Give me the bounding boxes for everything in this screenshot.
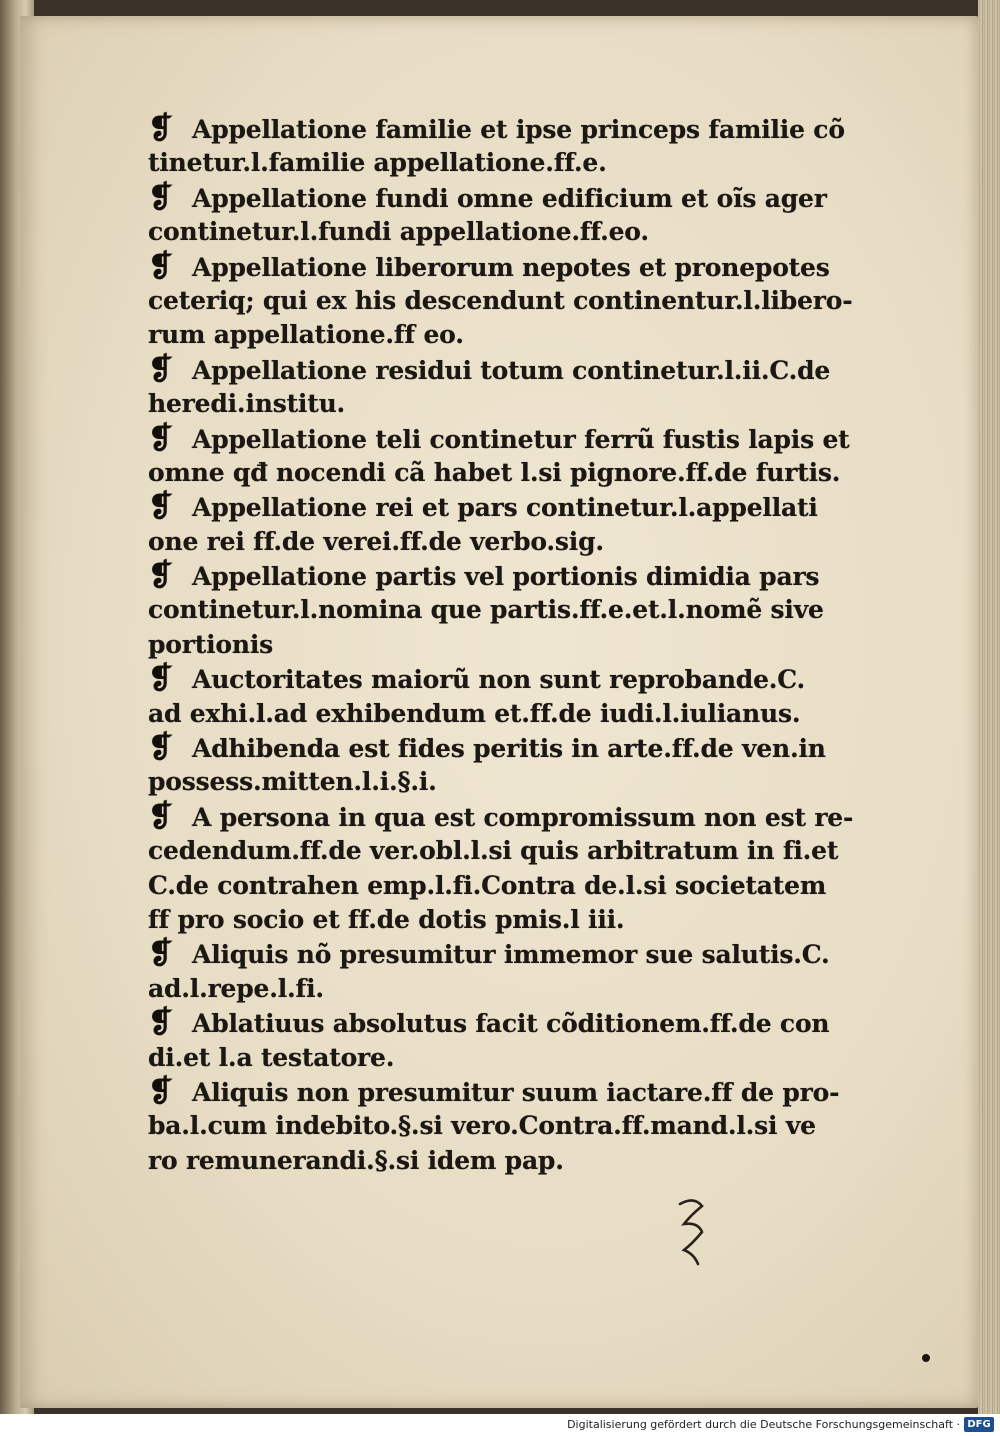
entry-text: A persona in qua est compromissum non est re-: [192, 802, 854, 832]
pilcrow-icon: ❡: [148, 111, 173, 146]
entry-first-line: [148, 111, 845, 146]
entry-text: rum appellatione.ff eo.: [148, 320, 464, 350]
entry-text: ceteriq; qui ex his descendunt continentur.l.libero-: [148, 285, 853, 315]
handwritten-signature-mark: [672, 1192, 712, 1272]
entry-first-line: [148, 420, 850, 456]
entry-text: di.et l.a testatore.: [148, 1042, 395, 1072]
entry-text: Appellatione familie et ipse princeps familie cõ: [192, 115, 845, 144]
footer-credit: Digitalisierung gefördert durch die Deutsche Forschungsgemeinschaft ·: [567, 1418, 960, 1431]
entry-continuation-line: [148, 834, 839, 868]
entry-continuation-line: [148, 456, 841, 490]
entry-first-line: [148, 1073, 840, 1109]
entry-continuation-line: [148, 628, 808, 662]
entry-first-line: [148, 179, 827, 215]
ink-dot: [922, 1354, 930, 1362]
entry-continuation-line: [148, 869, 827, 903]
entry-text: Appellatione fundi omne edificium et oĩs ager: [192, 183, 827, 213]
entry-first-line: [148, 351, 831, 387]
entry-continuation-line: [148, 1144, 808, 1178]
pilcrow-icon: ❡: [148, 1005, 173, 1041]
entry-continuation-line: [148, 1041, 808, 1075]
entry-text: portionis: [148, 629, 273, 659]
entry-text: Appellatione partis vel portionis dimidia pars: [192, 562, 820, 592]
book-page: [20, 16, 978, 1408]
entry-text: ba.l.cum indebito.§.si vero.Contra.ff.mand.l.si ve: [148, 1111, 816, 1141]
page-stack-edges: [978, 0, 1000, 1414]
entry-first-line: [148, 489, 818, 525]
entry-continuation-line: [148, 697, 808, 731]
entry-continuation-line: [148, 318, 808, 352]
entry-text: Appellatione rei et pars continetur.l.appellati: [192, 493, 818, 523]
entry-text: omne qđ nocendi cã habet l.si pignore.ff.de furtis.: [148, 457, 841, 487]
entry-continuation-line: [148, 525, 808, 559]
entry-continuation-line: [148, 765, 808, 799]
pilcrow-icon: ❡: [148, 730, 173, 766]
entry-text: C.de contrahen emp.l.fi.Contra de.l.si societatem: [148, 870, 827, 900]
pilcrow-icon: ❡: [148, 351, 173, 387]
entry-first-line: [148, 936, 830, 972]
pilcrow-icon: ❡: [148, 420, 173, 456]
entry-continuation-line: [148, 903, 808, 937]
entry-text: Appellatione teli continetur ferrũ fustis lapis et: [192, 424, 850, 454]
entry-text: possess.mitten.l.i.§.i.: [148, 767, 437, 797]
pilcrow-icon: ❡: [148, 558, 173, 594]
entry-first-line: [148, 248, 830, 284]
entry-text: ad exhi.l.ad exhibendum et.ff.de iudi.l.iulianus.: [148, 698, 801, 728]
entry-text: ff pro socio et ff.de dotis pmis.l iii.: [148, 904, 625, 934]
entry-text: Auctoritates maiorũ non sunt reprobande.C.: [192, 665, 806, 695]
text-block: [148, 111, 854, 1178]
dfg-logo: DFG: [964, 1417, 994, 1432]
pilcrow-icon: ❡: [148, 489, 173, 525]
pilcrow-icon: ❡: [148, 248, 173, 284]
entry-text: heredi.institu.: [148, 389, 346, 419]
entry-text: cedendum.ff.de ver.obl.l.si quis arbitratum in fi.et: [148, 836, 839, 866]
entry-text: Appellatione residui totum continetur.l.ii.C.de: [192, 355, 831, 385]
entry-text: Ablatiuus absolutus facit cõditionem.ff.de con: [192, 1009, 830, 1039]
entry-continuation-line: [148, 1109, 816, 1143]
pilcrow-icon: ❡: [148, 661, 173, 697]
entry-text: Adhibenda est fides peritis in arte.ff.de ven.in: [192, 734, 826, 764]
entry-continuation-line: [148, 387, 808, 421]
entry-text: ro remunerandi.§.si idem pap.: [148, 1145, 564, 1175]
pilcrow-icon: ❡: [148, 1073, 173, 1109]
entry-text: ad.l.repe.l.fi.: [148, 973, 324, 1003]
entry-text: Aliquis non presumitur suum iactare.ff de pro-: [192, 1077, 840, 1107]
entry-text: continetur.l.fundi appellatione.ff.eo.: [148, 217, 649, 247]
entry-first-line: [148, 798, 854, 834]
entry-first-line: [148, 662, 808, 696]
pilcrow-icon: ❡: [148, 798, 173, 834]
entry-continuation-line: [148, 593, 824, 627]
entry-continuation-line: [148, 215, 808, 249]
entry-first-line: [148, 558, 820, 594]
entry-continuation-line: [148, 284, 853, 318]
pilcrow-icon: ❡: [148, 936, 173, 972]
entry-text: Aliquis nõ presumitur immemor sue salutis.C.: [192, 940, 830, 970]
entry-text: tinetur.l.familie appellatione.ff.e.: [148, 148, 607, 178]
entry-text: Appellatione liberorum nepotes et pronepotes: [192, 252, 830, 282]
footer-bar: [0, 1414, 1000, 1436]
entry-text: continetur.l.nomina que partis.ff.e.et.l.nomẽ sive: [148, 595, 824, 625]
entry-continuation-line: [148, 972, 808, 1006]
entry-text: one rei ff.de verei.ff.de verbo.sig.: [148, 526, 604, 556]
entry-first-line: [148, 730, 826, 766]
pilcrow-icon: ❡: [148, 179, 173, 215]
entry-continuation-line: [148, 146, 808, 180]
entry-first-line: [148, 1005, 830, 1041]
